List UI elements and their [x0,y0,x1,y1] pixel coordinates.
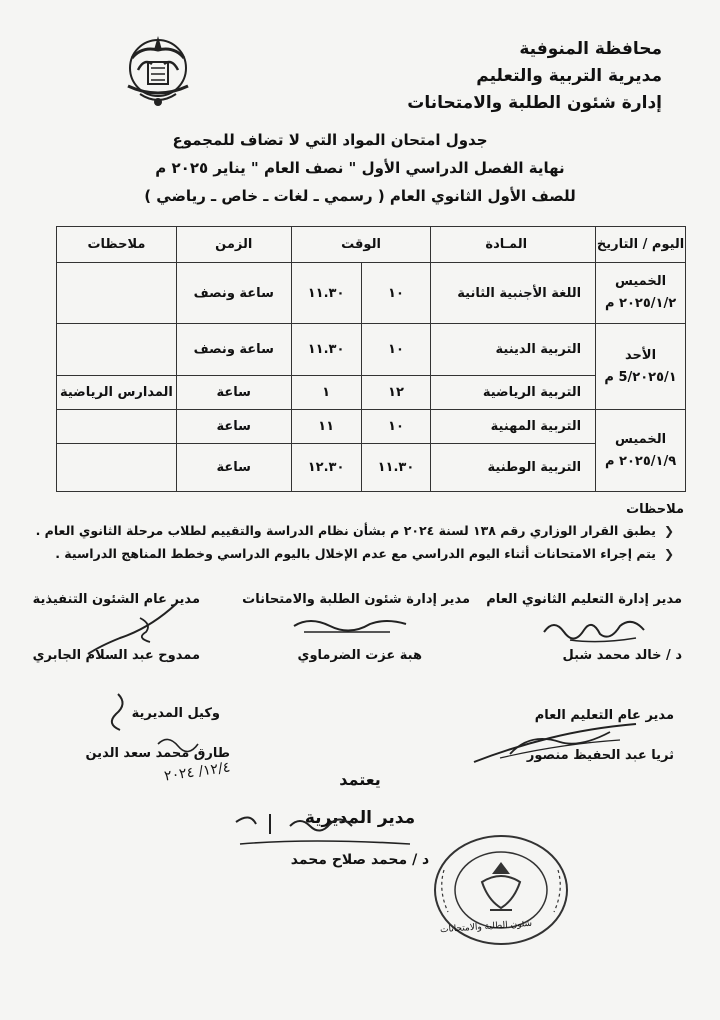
signatory-name-secondary: د / خالد محمد شبل [562,648,682,663]
signature-exams-affairs [242,592,470,607]
time-to-cell: ١ [291,376,361,410]
time-from-cell: ١٢ [361,376,431,410]
time-from-cell: ١٠ [361,410,431,444]
table-row [57,263,686,324]
document-titles [0,126,720,210]
notes-heading: ملاحظات [626,502,684,517]
duration-cell: ساعة [176,410,291,444]
signatory-title: مدير عام الشئون التنفيذية [32,592,200,607]
day-date: ٢٠٢٥/١/٩ م [604,453,677,469]
day-date: ٢٠٢٥/١/5 م [604,369,677,385]
handwritten-signature-icon [540,612,650,648]
handwritten-date: ١٢/٤/ ٢٠٢٤ [163,759,232,785]
note-cell [57,444,177,492]
subject-cell: التربية الوطنية [431,444,596,492]
header-time: الوقت [291,227,431,263]
signatory-name-deputy: طارق محمد سعد الدين [85,746,230,761]
signatory-title: وكيل المديرية [131,706,220,721]
note-text: يطبق القرار الوزاري رقم ١٣٨ لسنة ٢٠٢٤ م بشأن نظام الدراسة والتقييم لطلاب مرحلة الثانوي العام . [35,523,656,538]
time-from-cell: ١١.٣٠ [361,444,431,492]
signatory-name-executive: ممدوح عبد السلام الجابري [32,648,200,663]
duration-cell: ساعة [176,444,291,492]
stamp-text: شئون الطلبة والامتحانات [439,918,533,936]
chevron-bullet-icon: ❮ [663,523,674,538]
header-duration: الزمن [176,227,291,263]
day-name: الخميس [615,431,667,447]
subject-cell: التربية المهنية [431,410,596,444]
day-name: الأحد [625,347,657,363]
title-line-3: للصف الأول الثانوي العام ( رسمي ـ لغات ـ خاص ـ رياضي ) [144,187,576,205]
exam-schedule-table [56,226,686,492]
chevron-bullet-icon: ❮ [663,546,674,561]
handwritten-signature-icon [230,808,420,852]
duration-cell: ساعة ونصف [176,263,291,324]
approval-title: مدير المديرية [304,808,416,828]
subject-cell: التربية الدينية [431,324,596,376]
time-from-cell: ١٠ [361,324,431,376]
note-cell: المدارس الرياضية [57,376,177,410]
approval-name: د / محمد صلاح محمد [290,852,430,868]
signatory-title: مدير إدارة شئون الطلبة والامتحانات [242,592,470,607]
day-cell [596,410,686,492]
table-row [57,410,686,444]
title-line-2: نهاية الفصل الدراسي الأول " نصف العام " يناير ٢٠٢٥ م [155,159,565,177]
handwritten-signature-icon [290,612,410,640]
directorate-emblem-icon [118,28,198,110]
signatory-title: مدير إدارة التعليم الثانوي العام [486,592,682,607]
day-name: الخميس [615,274,667,289]
header-day: اليوم / التاريخ [596,227,686,263]
note-cell [57,324,177,376]
time-from-cell: ١٠ [361,263,431,324]
note-item [55,546,674,561]
letterhead [407,36,662,117]
signature-secondary-education [486,592,682,607]
note-item [36,523,674,538]
time-to-cell: ١١.٣٠ [291,324,361,376]
day-cell [596,324,686,410]
title-line-1: جدول امتحان المواد التي لا تضاف للمجموع [172,131,488,149]
time-to-cell: ١٢.٣٠ [291,444,361,492]
governorate-line: محافظة المنوفية [519,39,662,59]
day-date: ٢٠٢٥/١/٢ م [604,296,677,311]
approval-label: يعتمد [339,770,381,789]
note-cell [57,410,177,444]
subject-cell: اللغة الأجنبية الثانية [431,263,596,324]
header-subject: المـادة [431,227,596,263]
signatory-title: مدير عام التعليم العام [534,708,674,723]
duration-cell: ساعة [176,376,291,410]
day-cell [596,263,686,324]
department-line: إدارة شئون الطلبة والامتحانات [407,93,662,113]
duration-cell: ساعة ونصف [176,324,291,376]
header-notes: ملاحظات [57,227,177,263]
table-row [57,444,686,492]
time-to-cell: ١١ [291,410,361,444]
directorate-line: مديرية التربية والتعليم [476,66,662,86]
note-cell [57,263,177,324]
table-header-row [57,227,686,263]
note-text: يتم إجراء الامتحانات أثناء اليوم الدراسي مع عدم الإخلال باليوم الدراسي وخطط المناهج الدراسية . [55,546,656,561]
signatory-name-exams: هبة عزت الضرماوي [297,648,422,663]
signatory-name-general: ثريا عبد الحفيظ منصور [526,748,674,763]
table-row [57,376,686,410]
subject-cell: التربية الرياضية [431,376,596,410]
time-to-cell: ١١.٣٠ [291,263,361,324]
table-row [57,324,686,376]
